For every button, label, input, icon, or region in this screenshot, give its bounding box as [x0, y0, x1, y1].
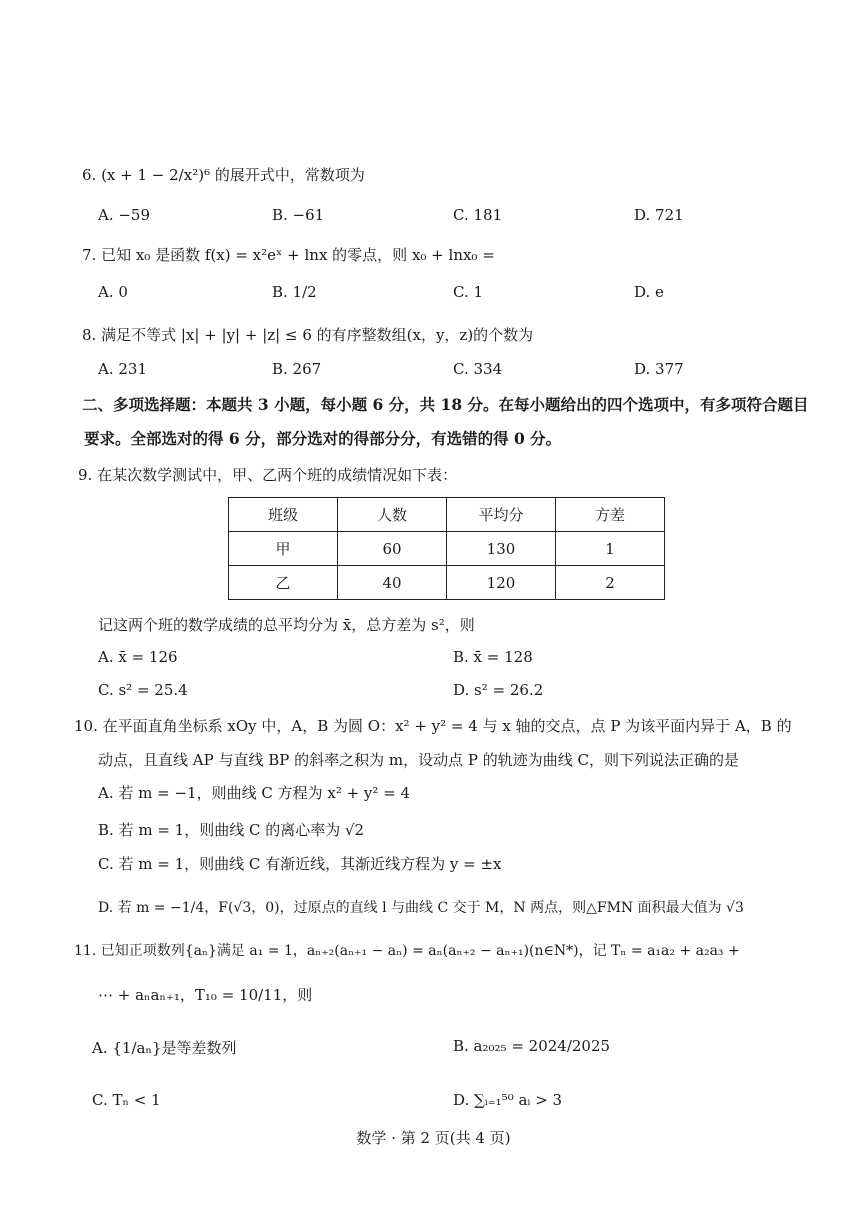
page-footer: 数学 · 第 2 页(共 4 页): [356, 1129, 511, 1147]
question-10-stem-line2: 动点，且直线 AP 与直线 BP 的斜率之积为 m，设动点 P 的轨迹为曲线 C，则下列说法正确的是: [98, 751, 739, 769]
q6-option-c: C. 181: [453, 206, 503, 224]
table-cell: 60: [338, 532, 447, 566]
q7-option-d: D. e: [634, 283, 664, 301]
q9-option-c: C. s² = 25.4: [98, 681, 188, 699]
q10-option-a: A. 若 m = −1，则曲线 C 方程为 x² + y² = 4: [98, 784, 411, 802]
q10-option-d: D. 若 m = −1/4，F(√3，0)，过原点的直线 l 与曲线 C 交于 M，N 两点，则△FMN 面积最大值为 √3: [98, 900, 744, 916]
q9-option-a: A. x̄ = 126: [98, 648, 178, 666]
q8-option-c: C. 334: [453, 360, 503, 378]
table-header-row: [229, 498, 665, 532]
q9-option-b: B. x̄ = 128: [453, 648, 533, 666]
table-header-cell: 平均分: [447, 498, 556, 532]
q9-option-d: D. s² = 26.2: [453, 681, 544, 699]
table-header-cell: 人数: [338, 498, 447, 532]
question-7-stem: 7. 已知 x₀ 是函数 f(x) = x²eˣ + lnx 的零点，则 x₀ + lnx₀ =: [82, 246, 495, 264]
section-2-heading: 二、多项选择题：本题共 3 小题，每小题 6 分，共 18 分。在每小题给出的四个选项中，有多项符合题目要求。全部选对的得 6 分，部分选对的得部分分，有选错的得 0 分。: [82, 395, 809, 448]
question-6-stem: 6. (x + 1 − 2/x²)⁶ 的展开式中，常数项为: [82, 166, 365, 184]
q11-option-b: B. a₂₀₂₅ = 2024/2025: [453, 1037, 611, 1055]
q7-option-c: C. 1: [453, 283, 484, 301]
q7-option-a: A. 0: [98, 283, 128, 301]
question-9-followup: 记这两个班的数学成绩的总平均分为 x̄，总方差为 s²，则: [98, 616, 475, 634]
q10-option-c: C. 若 m = 1，则曲线 C 有渐近线，其渐近线方程为 y = ±x: [98, 855, 502, 873]
table-cell: 2: [556, 566, 665, 600]
q8-option-b: B. 267: [272, 360, 322, 378]
q6-option-b: B. −61: [272, 206, 325, 224]
table-header-cell: 班级: [229, 498, 338, 532]
question-8-stem: 8. 满足不等式 |x| + |y| + |z| ≤ 6 的有序整数组(x，y，z)的个数为: [82, 326, 534, 344]
question-11-stem-line2: ⋯ + aₙaₙ₊₁，T₁₀ = 10/11，则: [98, 986, 313, 1004]
table-row: [229, 566, 665, 600]
question-11-stem-line1: 11. 已知正项数列{aₙ}满足 a₁ = 1，aₙ₊₂(aₙ₊₁ − aₙ) = aₙ(aₙ₊₂ − aₙ₊₁)(n∈N*)，记 Tₙ = a₁a₂ + a₂a₃ +: [74, 943, 740, 959]
table-row: [229, 532, 665, 566]
q8-option-d: D. 377: [634, 360, 684, 378]
table-cell: 130: [447, 532, 556, 566]
table-cell: 甲: [229, 532, 338, 566]
q10-option-b: B. 若 m = 1，则曲线 C 的离心率为 √2: [98, 821, 365, 839]
table-cell: 120: [447, 566, 556, 600]
table-cell: 40: [338, 566, 447, 600]
q6-option-a: A. −59: [98, 206, 151, 224]
table-header-cell: 方差: [556, 498, 665, 532]
q11-option-a: A. {1/aₙ}是等差数列: [92, 1039, 237, 1057]
q8-option-a: A. 231: [98, 360, 147, 378]
q11-option-d: D. ∑ᵢ₌₁⁵⁰ aᵢ > 3: [453, 1091, 563, 1109]
question-10-stem-line1: 10. 在平面直角坐标系 xOy 中，A，B 为圆 O：x² + y² = 4 与 x 轴的交点，点 P 为该平面内异于 A，B 的: [74, 717, 792, 735]
q6-option-d: D. 721: [634, 206, 684, 224]
table-cell: 1: [556, 532, 665, 566]
question-9-stem: 9. 在某次数学测试中，甲、乙两个班的成绩情况如下表：: [78, 466, 458, 484]
table-cell: 乙: [229, 566, 338, 600]
q7-option-b: B. 1/2: [272, 283, 317, 301]
q11-option-c: C. Tₙ < 1: [92, 1091, 161, 1109]
score-table: [228, 497, 665, 600]
